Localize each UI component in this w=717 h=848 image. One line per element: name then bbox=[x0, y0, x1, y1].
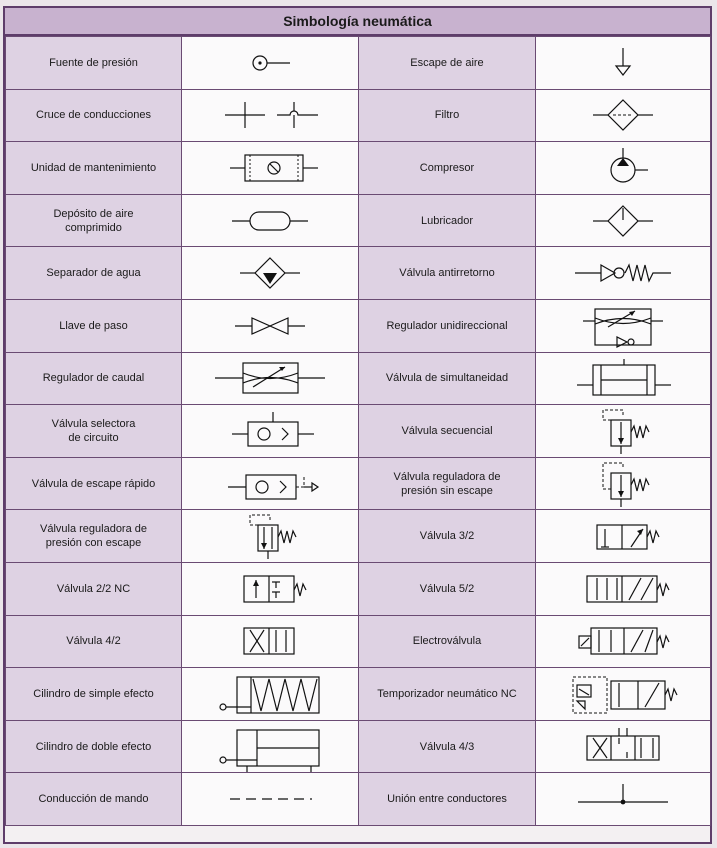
symbol-cell bbox=[536, 89, 711, 142]
check-valve-icon bbox=[573, 248, 673, 298]
table-row bbox=[6, 37, 711, 90]
symbol-name: Válvula 2/2 NC bbox=[56, 582, 131, 595]
quick-exhaust-valve-icon bbox=[218, 459, 322, 509]
symbol-name: Compresor bbox=[419, 161, 475, 174]
air-tank-icon bbox=[220, 196, 320, 246]
symbol-cell bbox=[182, 615, 359, 668]
solenoid-valve-icon bbox=[573, 616, 673, 666]
symbol-name: Válvula secuencial bbox=[401, 424, 493, 437]
symbol-cell bbox=[536, 773, 711, 826]
symbol-cell bbox=[182, 457, 359, 510]
shuttle-valve-icon bbox=[220, 406, 320, 456]
symbol-sheet bbox=[3, 6, 712, 844]
symbol-name: Cilindro de simple efecto bbox=[33, 687, 154, 700]
table-row bbox=[6, 352, 711, 405]
water-separator-icon bbox=[220, 248, 320, 298]
symbol-cell bbox=[536, 562, 711, 615]
symbol-name-cell bbox=[6, 720, 182, 773]
symbol-name-cell bbox=[6, 37, 182, 90]
symbol-name: Lubricador bbox=[421, 214, 473, 227]
symbol-cell bbox=[536, 194, 711, 247]
one-way-flow-regulator-icon bbox=[573, 301, 673, 351]
symbol-name-cell bbox=[359, 510, 536, 563]
pressure-regulator-vent-icon bbox=[220, 511, 320, 561]
pressure-regulator-no-vent-icon bbox=[573, 459, 673, 509]
symbol-name-cell bbox=[359, 720, 536, 773]
symbol-cell bbox=[536, 352, 711, 405]
symbol-name-cell bbox=[6, 142, 182, 195]
symbol-cell bbox=[536, 37, 711, 90]
symbol-name: Fuente de presión bbox=[49, 56, 138, 69]
symbol-name-cell bbox=[359, 194, 536, 247]
table-row bbox=[6, 405, 711, 458]
sequence-valve-icon bbox=[573, 406, 673, 456]
symbol-name-cell bbox=[6, 562, 182, 615]
table-row bbox=[6, 562, 711, 615]
symbol-cell bbox=[536, 668, 711, 721]
symbol-table bbox=[5, 36, 711, 826]
symbol-name-cell bbox=[6, 194, 182, 247]
symbol-name-cell bbox=[359, 457, 536, 510]
symbol-name: Separador de agua bbox=[46, 267, 141, 280]
filter-icon bbox=[573, 90, 673, 140]
symbol-name: Válvula de simultaneidad bbox=[385, 372, 509, 385]
symbol-name: Regulador unidireccional bbox=[386, 319, 508, 332]
pressure-source-icon bbox=[220, 38, 320, 88]
line-junction-icon bbox=[573, 774, 673, 824]
valve-2-2-nc-icon bbox=[220, 564, 320, 614]
double-acting-cylinder-icon bbox=[217, 722, 323, 772]
table-row bbox=[6, 457, 711, 510]
symbol-name-cell bbox=[6, 405, 182, 458]
symbol-name: Válvula antirretorno bbox=[399, 267, 495, 280]
symbol-cell bbox=[182, 89, 359, 142]
symbol-name-cell bbox=[6, 615, 182, 668]
symbol-name: Cilindro de doble efecto bbox=[35, 740, 152, 753]
shutoff-valve-icon bbox=[220, 301, 320, 351]
pilot-line-icon bbox=[220, 774, 320, 824]
symbol-cell bbox=[182, 37, 359, 90]
valve-5-2-icon bbox=[573, 564, 673, 614]
symbol-name-cell bbox=[6, 510, 182, 563]
symbol-cell bbox=[182, 352, 359, 405]
table-row bbox=[6, 89, 711, 142]
symbol-name-cell bbox=[6, 668, 182, 721]
symbol-name-cell bbox=[6, 352, 182, 405]
symbol-cell bbox=[536, 510, 711, 563]
symbol-name-cell bbox=[359, 247, 536, 300]
symbol-cell bbox=[182, 562, 359, 615]
symbol-cell bbox=[536, 457, 711, 510]
symbol-name: Válvula de escape rápido bbox=[31, 477, 156, 490]
symbol-cell bbox=[182, 720, 359, 773]
symbol-name-cell bbox=[359, 615, 536, 668]
symbol-name-cell bbox=[359, 89, 536, 142]
valve-4-2-icon bbox=[220, 616, 320, 666]
compressor-icon bbox=[573, 143, 673, 193]
symbol-cell bbox=[182, 668, 359, 721]
symbol-name: Unión entre conductores bbox=[387, 793, 507, 806]
symbol-name: Válvula reguladora de presión con escape bbox=[39, 523, 148, 550]
table-row bbox=[6, 194, 711, 247]
valve-3-2-icon bbox=[573, 511, 673, 561]
symbol-name-cell bbox=[6, 247, 182, 300]
table-row bbox=[6, 668, 711, 721]
symbol-cell bbox=[182, 194, 359, 247]
symbol-name: Válvula 4/3 bbox=[419, 740, 475, 753]
symbol-cell bbox=[536, 247, 711, 300]
symbol-name: Válvula 5/2 bbox=[419, 582, 475, 595]
symbol-name: Escape de aire bbox=[410, 56, 484, 69]
symbol-name-cell bbox=[359, 142, 536, 195]
symbol-cell bbox=[536, 142, 711, 195]
symbol-name: Cruce de conducciones bbox=[36, 109, 151, 122]
valve-4-3-icon bbox=[573, 722, 673, 772]
symbol-cell bbox=[182, 773, 359, 826]
symbol-name-cell bbox=[6, 89, 182, 142]
symbol-cell bbox=[182, 142, 359, 195]
line-crossing-icon bbox=[220, 90, 320, 140]
symbol-cell bbox=[182, 510, 359, 563]
symbol-name: Electroválvula bbox=[412, 635, 482, 648]
single-acting-cylinder-icon bbox=[217, 669, 323, 719]
symbol-name-cell bbox=[359, 352, 536, 405]
symbol-name-cell bbox=[359, 405, 536, 458]
symbol-name-cell bbox=[359, 668, 536, 721]
symbol-name: Unidad de mantenimiento bbox=[30, 161, 157, 174]
symbol-name: Temporizador neumático NC bbox=[377, 687, 517, 700]
symbol-cell bbox=[536, 299, 711, 352]
symbol-cell bbox=[536, 405, 711, 458]
sheet-title: Simbología neumática bbox=[5, 8, 710, 36]
symbol-cell bbox=[536, 720, 711, 773]
two-pressure-valve-icon bbox=[571, 353, 675, 403]
symbol-name-cell bbox=[359, 562, 536, 615]
table-row bbox=[6, 247, 711, 300]
table-row bbox=[6, 299, 711, 352]
symbol-name-cell bbox=[359, 773, 536, 826]
symbol-name: Llave de paso bbox=[59, 319, 128, 332]
symbol-name-cell bbox=[6, 299, 182, 352]
table-row bbox=[6, 510, 711, 563]
symbol-name: Válvula selectora de circuito bbox=[51, 417, 136, 444]
maintenance-unit-icon bbox=[220, 143, 320, 193]
flow-regulator-icon bbox=[213, 353, 327, 403]
symbol-cell bbox=[182, 405, 359, 458]
air-exhaust-icon bbox=[573, 38, 673, 88]
symbol-name-cell bbox=[6, 773, 182, 826]
symbol-cell bbox=[536, 615, 711, 668]
table-row bbox=[6, 615, 711, 668]
lubricator-icon bbox=[573, 196, 673, 246]
symbol-name: Filtro bbox=[434, 109, 460, 122]
symbol-name: Válvula 4/2 bbox=[66, 635, 121, 648]
symbol-cell bbox=[182, 247, 359, 300]
symbol-cell bbox=[182, 299, 359, 352]
symbol-name: Válvula reguladora de presión sin escape bbox=[393, 470, 501, 497]
symbol-name-cell bbox=[359, 37, 536, 90]
table-row bbox=[6, 773, 711, 826]
table-row bbox=[6, 720, 711, 773]
pneumatic-timer-nc-icon bbox=[567, 669, 679, 719]
symbol-name: Válvula 3/2 bbox=[419, 530, 475, 543]
symbol-name: Conducción de mando bbox=[38, 793, 149, 806]
symbol-name: Depósito de aire comprimido bbox=[53, 207, 134, 234]
symbol-name-cell bbox=[359, 299, 536, 352]
symbol-name-cell bbox=[6, 457, 182, 510]
table-row bbox=[6, 142, 711, 195]
symbol-name: Regulador de caudal bbox=[42, 372, 145, 385]
